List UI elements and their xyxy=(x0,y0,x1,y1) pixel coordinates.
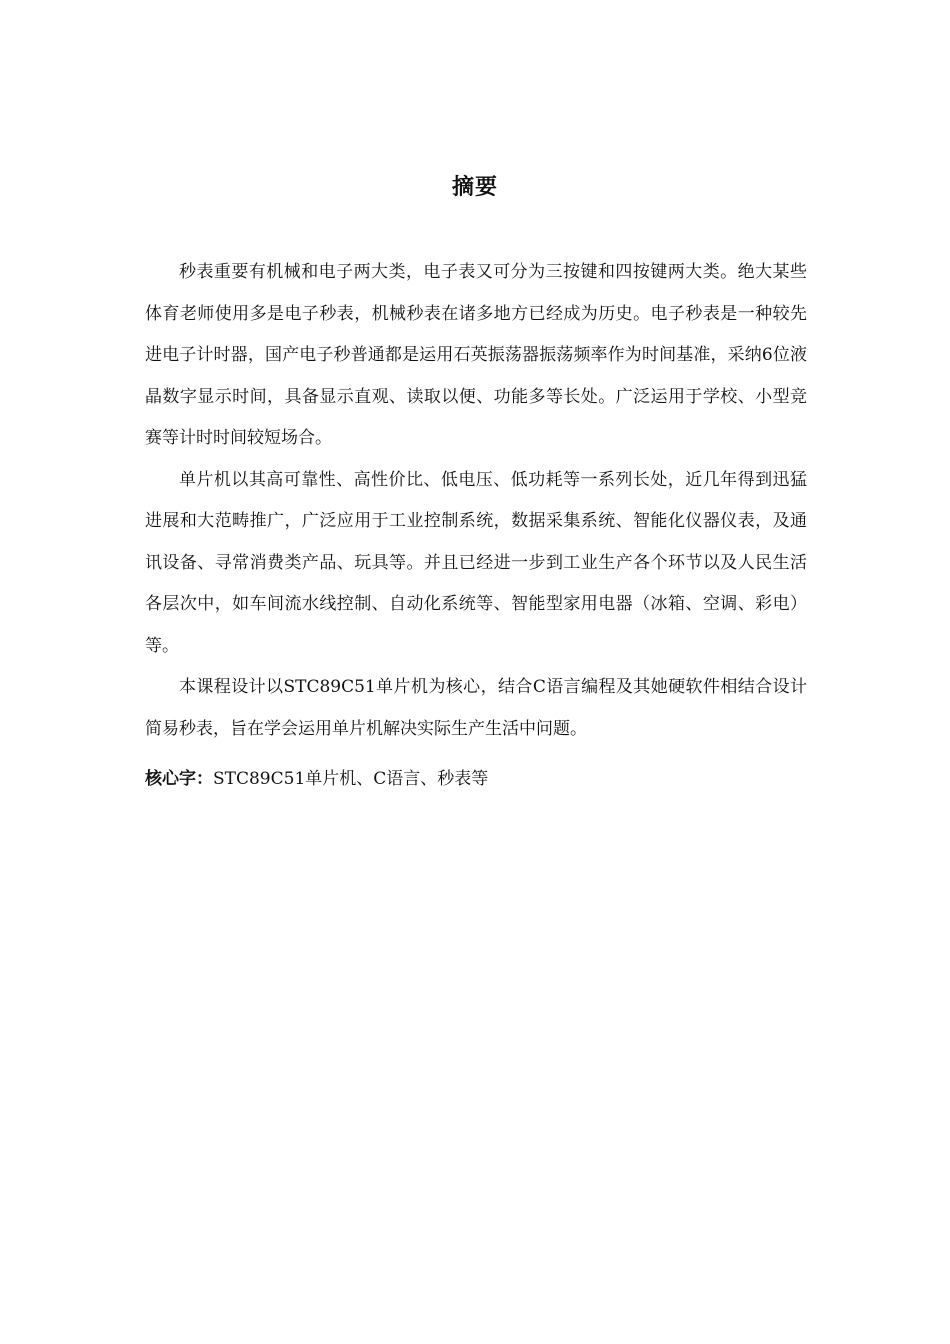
abstract-paragraph-3: 本课程设计以STC89C51单片机为核心，结合C语言编程及其她硬软件相结合设计简易秒表，旨在学会运用单片机解决实际生产生活中问题。 xyxy=(145,677,807,739)
abstract-paragraph-2: 单片机以其高可靠性、高性价比、低电压、低功耗等一系列长处，近几年得到迅猛进展和大范畴推广，广泛应用于工业控制系统，数据采集系统、智能化仪器仪表，及通讯设备、寻常消费类产品、玩具等。并且已经进一步到工业生产各个环节以及人民生活各层次中，如车间流水线控制、自动化系统等、智能型家用电器（冰箱、空调、彩电）等。 xyxy=(145,469,807,656)
keywords-value: STC89C51单片机、C语言、秒表等 xyxy=(213,769,489,789)
document-title: 摘要 xyxy=(451,175,498,200)
keywords-label: 核心字： xyxy=(145,769,213,789)
abstract-paragraph-1: 秒表重要有机械和电子两大类，电子表又可分为三按键和四按键两大类。绝大某些体育老师使用多是电子秒表，机械秒表在诸多地方已经成为历史。电子秒表是一种较先进电子计时器，国产电子秒普通都是运用石英振荡器振荡频率作为时间基准，采纳6位液晶数字显示时间，具备显示直观、读取以便、功能多等长处。广泛运用于学校、小型竞赛等计时时间较短场合。 xyxy=(145,262,807,448)
keywords-line xyxy=(145,764,807,794)
abstract-body xyxy=(145,252,807,750)
